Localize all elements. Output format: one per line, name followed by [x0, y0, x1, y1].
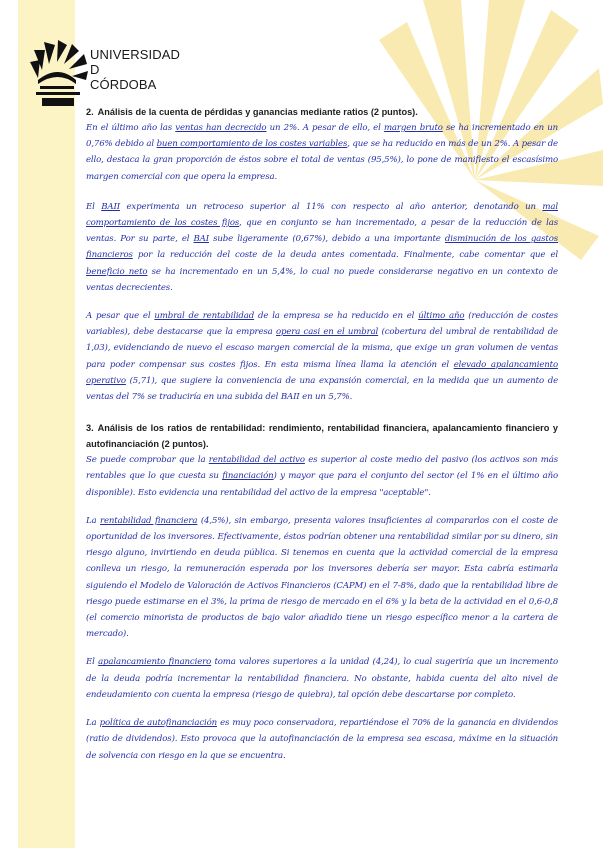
answer-paragraph	[86, 452, 558, 501]
text-run: (reducción de costes variables), debe destacarse que la empresa	[86, 311, 558, 338]
underlined-phrase: opera casi en el umbral	[275, 327, 379, 338]
underlined-phrase: último año	[418, 311, 465, 322]
underlined-phrase: ventas han decrecido	[175, 123, 267, 133]
answer-paragraph	[86, 715, 558, 764]
section-2-heading	[86, 104, 558, 120]
text-run: es superior al coste medio del pasivo (los activos son más rentables que lo que cuesta su	[86, 455, 558, 482]
section-number: 2.	[86, 107, 94, 117]
text-run: de la empresa se ha reducido en el	[254, 311, 419, 322]
answer-paragraph	[86, 120, 558, 185]
answer-paragraph	[86, 654, 558, 703]
underlined-phrase: beneficio neto	[86, 266, 148, 277]
answer-paragraph	[86, 308, 558, 405]
section-title: Análisis de los ratios de rentabilidad: rendimiento, rentabilidad financiera, apalancamiento financiero y autofinanciación (2 puntos).	[86, 423, 558, 450]
text-run: (4,5%), sin embargo, presenta valores insuficientes al compararlos con el coste de oportunidad de los inversores. Efectivamente, éstos podrían obtener una rentabilidad similar por su dinero, sin riesgo alguno, invirtiendo en deuda pública. Si tenemos en cuenta que la actividad comercial de la empresa conlleva un riesgo, la remuneración esperada por los inversores debería ser mayor. Esta cabría estimarla siguiendo el Modelo de Valoración de Activos Financieros (CAPM) en el 7-8%, dado que la rentabilidad libre de riesgo puede estimarse en el 3%, la prima de riesgo de mercado en el 6% y la beta de la actividad en el 0,6-0,8 (el comercio minorista de productos de bajo valor añadido tiene un riesgo específico menor a la cartera de mercado).	[86, 515, 558, 640]
underlined-phrase: BAII	[101, 201, 120, 212]
text-run: es muy poco conservadora, repartiéndose el 70% de la ganancia en dividendos (ratio de dividendos). Esto provoca que la autofinanciación de la empresa sea escasa, máxime en la situación de solvencia con riesgo en la que se encuentra.	[86, 718, 558, 761]
text-run: (cobertura del umbral de rentabilidad de 1,03), evidenciando de nuevo el escaso margen comercial de la misma, que exige un gran volumen de ventas para poder compensar sus costes fijos. En esta misma línea llama la atención el	[86, 327, 558, 370]
answer-paragraph	[86, 199, 558, 296]
underlined-phrase: rentabilidad del activo	[208, 455, 305, 466]
text-run: El	[86, 657, 99, 668]
text-run: por la reducción del coste de la deuda antes comentada. Finalmente, cabe comentar que el	[132, 250, 558, 261]
text-run: La	[86, 718, 100, 729]
text-run: , que en conjunto se han incrementado, a pesar de la reducción de las ventas. Por su parte, el	[86, 218, 558, 245]
underlined-phrase: disminución de los gastos financieros	[86, 234, 558, 261]
university-emblem-icon	[30, 40, 88, 106]
section-number: 3.	[86, 423, 94, 434]
university-name-line-3: CÓRDOBA	[90, 77, 157, 92]
underlined-phrase: BAI	[193, 234, 209, 245]
underlined-phrase: política de autofinanciación	[99, 718, 218, 729]
section-title: Análisis de la cuenta de pérdidas y ganancias mediante ratios (2 puntos).	[97, 107, 418, 117]
text-run: ) y mayor que para el conjunto del sector (el 1% en el último año disponible). Esto evidencia una rentabilidad del activo de la empresa "aceptable".	[86, 471, 558, 498]
text-run: se ha incrementado en un 0,76% debido al	[86, 123, 558, 150]
text-run: un 2%. A pesar de ello, el	[266, 123, 384, 133]
text-run: toma valores superiores a la unidad (4,24), lo cual sugeriría que un incremento de la deuda podría incrementar la rentabilidad financiera. No obstante, habida cuenta del alto nivel de endeudamiento con cuenta la empresa (riesgo de quiebra), tal opción debe descartarse por completo.	[86, 657, 559, 700]
underlined-phrase: apalancamiento financiero	[98, 657, 212, 668]
university-name-line-1: UNIVERSIDAD	[90, 47, 180, 62]
university-logo	[30, 40, 200, 106]
text-run: (5,71), que sugiere la conveniencia de una expansión comercial, en la medida que un aumento de ventas del 7% se traduciría en una subida del BAII en un 5,7%.	[86, 375, 558, 403]
underlined-phrase: elevado apalancamiento operativo	[86, 359, 558, 386]
underlined-phrase: mal comportamiento de los costes fijos	[86, 201, 558, 229]
university-name-line-2: D	[90, 62, 100, 77]
text-run: , que se ha reducido en más de un 2%. A pesar de ello, destaca la gran proporción de éstos sobre el total de ventas (95,5%), lo pone de manifiesto el escasísimo margen comercial con que opera la empresa.	[86, 139, 558, 182]
answer-paragraph	[86, 513, 558, 643]
text-run: El	[86, 201, 102, 212]
text-run: sube ligeramente (0,67%), debido a una importante	[208, 234, 445, 245]
text-run: A pesar que el	[86, 311, 155, 322]
text-run: En el último año las	[86, 123, 176, 133]
margin-band	[18, 0, 75, 848]
section-3-heading	[86, 420, 558, 452]
text-run: Se puede comprobar que la	[86, 455, 209, 466]
university-name	[90, 47, 190, 92]
text-run: experimenta un retroceso superior al 11% con respecto al año anterior, denotando un	[119, 201, 543, 212]
document-body	[86, 104, 558, 764]
underlined-phrase: umbral de rentabilidad	[154, 311, 255, 322]
underlined-phrase: margen bruto	[383, 123, 443, 133]
underlined-phrase: financiación	[222, 471, 274, 482]
underlined-phrase: buen comportamiento de los costes variables	[156, 139, 348, 150]
text-run: se ha incrementado en un 5,4%, lo cual no puede considerarse negativo en un contexto de ventas decrecientes.	[86, 266, 558, 293]
underlined-phrase: rentabilidad financiera	[100, 515, 198, 526]
text-run: La	[86, 515, 101, 526]
